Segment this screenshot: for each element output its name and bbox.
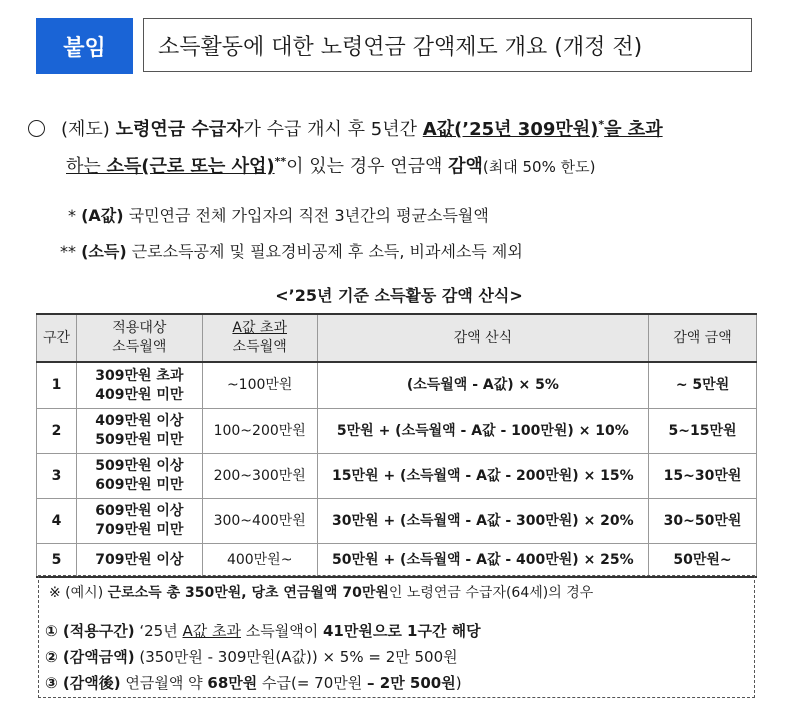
footnote-text: 국민연금 전체 가입자의 직전 3년간의 평균소득월액 [123, 206, 489, 225]
header-amount [649, 314, 757, 362]
cell-text: 30만원 + (소득월액 - A값 - 300만원) × 20% [332, 512, 634, 529]
example-intro: ※ (예시) 근로소득 총 350만원, 당초 연금월액 70만원인 노령연금 수급자(64세)의 경우 [49, 585, 594, 601]
step-text: (350만원 - 309만원(A값)) × 5% = 2만 500원 [134, 648, 458, 666]
table-row [37, 362, 757, 409]
attachment-badge: 붙임 [36, 18, 133, 74]
cell-text: 1 [51, 377, 62, 393]
header-formula [317, 314, 648, 362]
page-title [143, 18, 752, 72]
cell-formula [317, 454, 648, 499]
cell-text: 15만원 + (소득월액 - A값 - 200만원) × 15% [332, 467, 634, 484]
para-aval: A값(’25년 309만원) [422, 119, 599, 140]
page-title-text: 소득활동에 대한 노령연금 감액제도 개요 (개정 전) [158, 34, 643, 60]
cell-amount [649, 362, 757, 409]
footnote-text: 근로소득공제 및 필요경비공제 후 소득, 비과세소득 제외 [126, 242, 523, 261]
cell-formula [317, 544, 648, 578]
cell-section [37, 409, 77, 454]
para-prefix: (제도) [61, 119, 110, 140]
para-text2: 이 있는 경우 연금액 [286, 156, 449, 177]
cell-section [37, 454, 77, 499]
table-row [37, 544, 757, 578]
cell-excess-income [202, 454, 317, 499]
para-income: 소득(근로 또는 사업) [106, 156, 275, 177]
cell-text: ~ 5만원 [675, 377, 730, 393]
cell-text: 400만원~ [226, 551, 293, 568]
cell-text: 50만원~ [673, 551, 732, 568]
step-highlight: 68만원 [207, 674, 258, 692]
cell-text: 509만원 이상 609만원 미만 [95, 458, 184, 493]
cell-amount [649, 409, 757, 454]
table-row [37, 409, 757, 454]
footnote-mark: * [68, 206, 82, 225]
cell-excess-income [202, 544, 317, 578]
step-label: ② (감액금액) [45, 648, 135, 666]
footnote-mark: ** [60, 242, 82, 261]
cell-target-income [76, 409, 202, 454]
para-subject: 노령연금 수급자 [115, 119, 244, 140]
para-line2-a: 하는 [66, 156, 107, 177]
step-text: 수급(= 70만원 [257, 674, 368, 692]
cell-target-income [76, 362, 202, 409]
step-label: ③ (감액後) [45, 674, 121, 692]
header-section [37, 314, 77, 362]
cell-target-income [76, 499, 202, 544]
header-text: 감액 산식 [453, 329, 513, 346]
table-caption: <’25년 기준 소득활동 감액 산식> [275, 286, 523, 305]
cell-target-income [76, 544, 202, 578]
example-step2 [45, 646, 458, 667]
para-exceed: 을 초과 [604, 119, 663, 140]
cell-section [37, 499, 77, 544]
cell-text: 309만원 초과 409만원 미만 [95, 367, 184, 403]
para-text1: 가 수급 개시 후 5년간 [243, 119, 423, 140]
cell-amount [649, 499, 757, 544]
step-highlight: – 2만 500원 [367, 674, 456, 692]
reduction-table [36, 313, 757, 578]
cell-excess-income [202, 409, 317, 454]
step-text: 연금월액 약 [120, 674, 208, 692]
example-step1: ① (적용구간) ‘25년 A값 초과 소득월액이 41만원으로 1구간 해당 [45, 622, 481, 640]
cell-text: 709만원 이상 [95, 551, 184, 568]
footnote-label: (A값) [81, 206, 124, 225]
footnote-mark-2: ** [274, 155, 287, 168]
cell-formula [317, 362, 648, 409]
para-reduce: 감액 [448, 156, 483, 177]
para-limit: (최대 50% 한도) [482, 158, 596, 176]
main-paragraph-line2 [66, 152, 595, 178]
step-highlight: 41만원으로 1구간 해당 [322, 622, 481, 640]
cell-target-income [76, 454, 202, 499]
step-label: ① (적용구간) [45, 622, 135, 640]
cell-text: 2 [51, 422, 62, 439]
header-text: 구간 [42, 329, 70, 346]
bullet-circle-icon [28, 120, 45, 137]
cell-text: 4 [51, 512, 62, 529]
cell-amount [649, 544, 757, 578]
example-box [38, 575, 755, 698]
cell-text: 100~200만원 [213, 422, 306, 439]
cell-text: 5 [51, 551, 62, 568]
header-text: A값 초과 소득월액 [232, 320, 287, 355]
header-target-income [76, 314, 202, 362]
footnote-aval [68, 203, 489, 226]
table-row [37, 499, 757, 544]
footnote-label: (소득) [81, 242, 127, 261]
cell-excess-income [202, 362, 317, 409]
footnote-mark-1: * [598, 118, 605, 131]
header-text: 적용대상 소득월액 [112, 320, 167, 355]
cell-text: 15~30만원 [663, 467, 742, 484]
cell-text: 300~400만원 [213, 512, 306, 529]
footnote-income [60, 239, 523, 262]
header-text: 감액 금액 [673, 329, 732, 346]
cell-text: 5~15만원 [668, 422, 737, 439]
cell-excess-income [202, 499, 317, 544]
table-header-row [37, 314, 757, 362]
cell-formula [317, 499, 648, 544]
table-row [37, 454, 757, 499]
header-excess-income [202, 314, 317, 362]
main-paragraph-line1 [28, 115, 663, 141]
cell-text: (소득월액 - A값) × 5% [406, 377, 559, 393]
cell-text: 30~50만원 [663, 512, 742, 529]
example-step3 [45, 672, 462, 693]
cell-text: 5만원 + (소득월액 - A값 - 100만원) × 10% [336, 422, 629, 439]
cell-section [37, 362, 77, 409]
cell-text: 200~300만원 [213, 467, 306, 484]
cell-text: 409만원 이상 509만원 미만 [95, 413, 184, 448]
step-text: ) [455, 674, 462, 692]
cell-text: 3 [51, 467, 62, 484]
cell-amount [649, 454, 757, 499]
cell-formula [317, 409, 648, 454]
cell-section [37, 544, 77, 578]
cell-text: ~100만원 [226, 377, 293, 393]
cell-text: 609만원 이상 709만원 미만 [95, 503, 184, 538]
cell-text: 50만원 + (소득월액 - A값 - 400만원) × 25% [332, 551, 634, 568]
